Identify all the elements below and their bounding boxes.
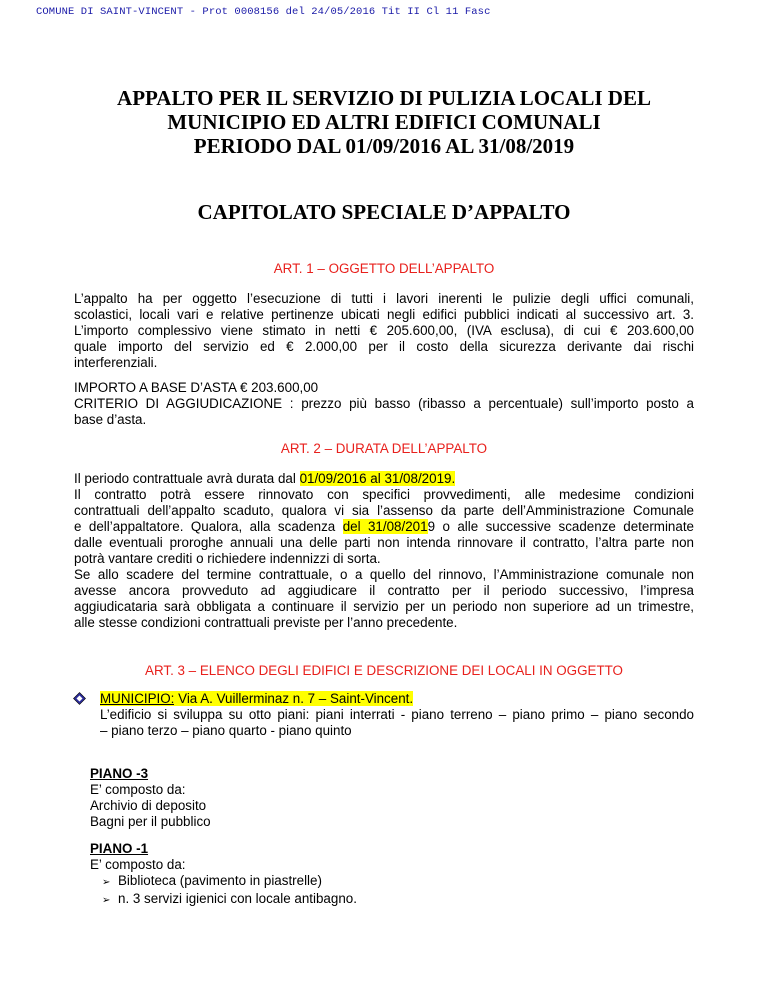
list-item-text: n. 3 servizi igienici con locale antibagno. xyxy=(118,891,357,906)
arrow-bullet-icon: ➢ xyxy=(102,895,111,906)
piano-m1-title: PIANO -1 xyxy=(90,841,149,856)
list-item xyxy=(90,873,357,891)
title-line-3: PERIODO DAL 01/09/2016 AL 31/08/2019 xyxy=(193,134,575,158)
art1-p1-line: L’importo complessivo viene stimato in netti € 205.600,00, (IVA esclusa), di cui € 203.600,00 xyxy=(74,323,694,338)
piano-m3-section xyxy=(90,766,211,830)
art1-p1-line: scolastici, locali vari e relative pertinenze ubicati negli edifici pubblici indicati al successivo art. 3. xyxy=(74,307,694,322)
art2-paragraph xyxy=(74,471,694,631)
art2-line: potrà vantare crediti o richiedere indennizzi di sorta. xyxy=(74,551,381,566)
art2-line: avesse ancora provveduto ad aggiudicare il contratto per il periodo successivo, l’impresa xyxy=(74,583,694,598)
art1-p1-line: L’appalto ha per oggetto l’esecuzione di tutti i lavori inerenti le pulizie degli uffici comunali, xyxy=(74,291,694,306)
art2-line: contrattuali dell’appalto scaduto, qualora vi sia l’assenso da parte dell’Amministrazione Comunale xyxy=(74,503,694,518)
art1-p2-line: IMPORTO A BASE D’ASTA € 203.600,00 xyxy=(74,380,319,395)
municipio-line xyxy=(100,691,413,707)
arrow-bullet-icon: ➢ xyxy=(102,877,111,888)
piano-m3-title: PIANO -3 xyxy=(90,766,149,781)
art2-line: alle stesse condizioni contrattuali previste per l’anno precedente. xyxy=(74,615,458,630)
piano-m1-intro: E’ composto da: xyxy=(90,857,186,872)
art1-p2-line: base d’asta. xyxy=(74,412,147,427)
municipio-label: MUNICIPIO: xyxy=(100,691,175,706)
list-item-text: Biblioteca (pavimento in piastrelle) xyxy=(118,873,322,888)
art2-text: e dell’appaltatore. Qualora, alla scadenza xyxy=(74,519,343,534)
highlighted-date: del 31/08/201 xyxy=(342,519,428,534)
art1-paragraph-2 xyxy=(74,380,694,428)
document-subtitle: CAPITOLATO SPECIALE D’APPALTO xyxy=(197,200,571,224)
description-line: – piano terzo – piano quarto - piano quinto xyxy=(100,723,352,738)
municipio-description xyxy=(100,707,694,739)
art2-text: 9 o alle successive scadenze determinate xyxy=(427,519,694,534)
highlighted-period: 01/09/2016 al 31/08/2019. xyxy=(299,471,456,486)
piano-m1-section xyxy=(90,841,357,909)
diamond-bullet-icon xyxy=(73,692,86,705)
art1-paragraph-1 xyxy=(74,291,694,371)
art1-p1-line: interferenziali. xyxy=(74,355,158,370)
art1-heading: ART. 1 – OGGETTO DELL’APPALTO xyxy=(273,261,495,276)
piano-m3-line: E’ composto da: xyxy=(90,782,186,797)
art2-line xyxy=(74,519,694,535)
art2-line: Il contratto potrà essere rinnovato con specifici provvedimenti, alle medesime condizioni xyxy=(74,487,694,502)
art1-p2-line: CRITERIO DI AGGIUDICAZIONE : prezzo più basso (ribasso a percentuale) sull’importo posto a xyxy=(74,396,694,411)
description-line: L’edificio si sviluppa su otto piani: piani interrati - piano terreno – piano primo – piano secondo xyxy=(100,707,694,722)
protocol-stamp: COMUNE DI SAINT-VINCENT - Prot 0008156 del 24/05/2016 Tit II Cl 11 Fasc xyxy=(36,6,491,18)
art1-p1-line: quale importo del servizio ed € 2.000,00 per il costo della sicurezza derivante dai rischi xyxy=(74,339,694,354)
art2-heading: ART. 2 – DURATA DELL’APPALTO xyxy=(280,441,488,456)
art2-line: dalle eventuali proroghe annuali una delle parti non intenda rinnovare il contratto, l’altra parte non xyxy=(74,535,694,550)
art3-heading: ART. 3 – ELENCO DEGLI EDIFICI E DESCRIZIONE DEI LOCALI IN OGGETTO xyxy=(145,663,623,678)
art2-line: Se allo scadere del termine contrattuale, o a quello del rinnovo, l’Amministrazione comunale non xyxy=(74,567,694,582)
municipio-address: Via A. Vuillerminaz n. 7 – Saint-Vincent. xyxy=(174,691,414,706)
list-item xyxy=(90,891,357,909)
art2-text: Il periodo contrattuale avrà durata dal xyxy=(74,471,300,486)
title-line-2: MUNICIPIO ED ALTRI EDIFICI COMUNALI xyxy=(167,110,601,134)
art2-line xyxy=(74,471,694,487)
art2-line: aggiudicataria sarà obbligata a continuare il servizio per un periodo non superiore ad un trimestre, xyxy=(74,599,694,614)
piano-m3-line: Bagni per il pubblico xyxy=(90,814,211,829)
piano-m3-line: Archivio di deposito xyxy=(90,798,207,813)
title-line-1: APPALTO PER IL SERVIZIO DI PULIZIA LOCALI DEL xyxy=(117,86,651,110)
